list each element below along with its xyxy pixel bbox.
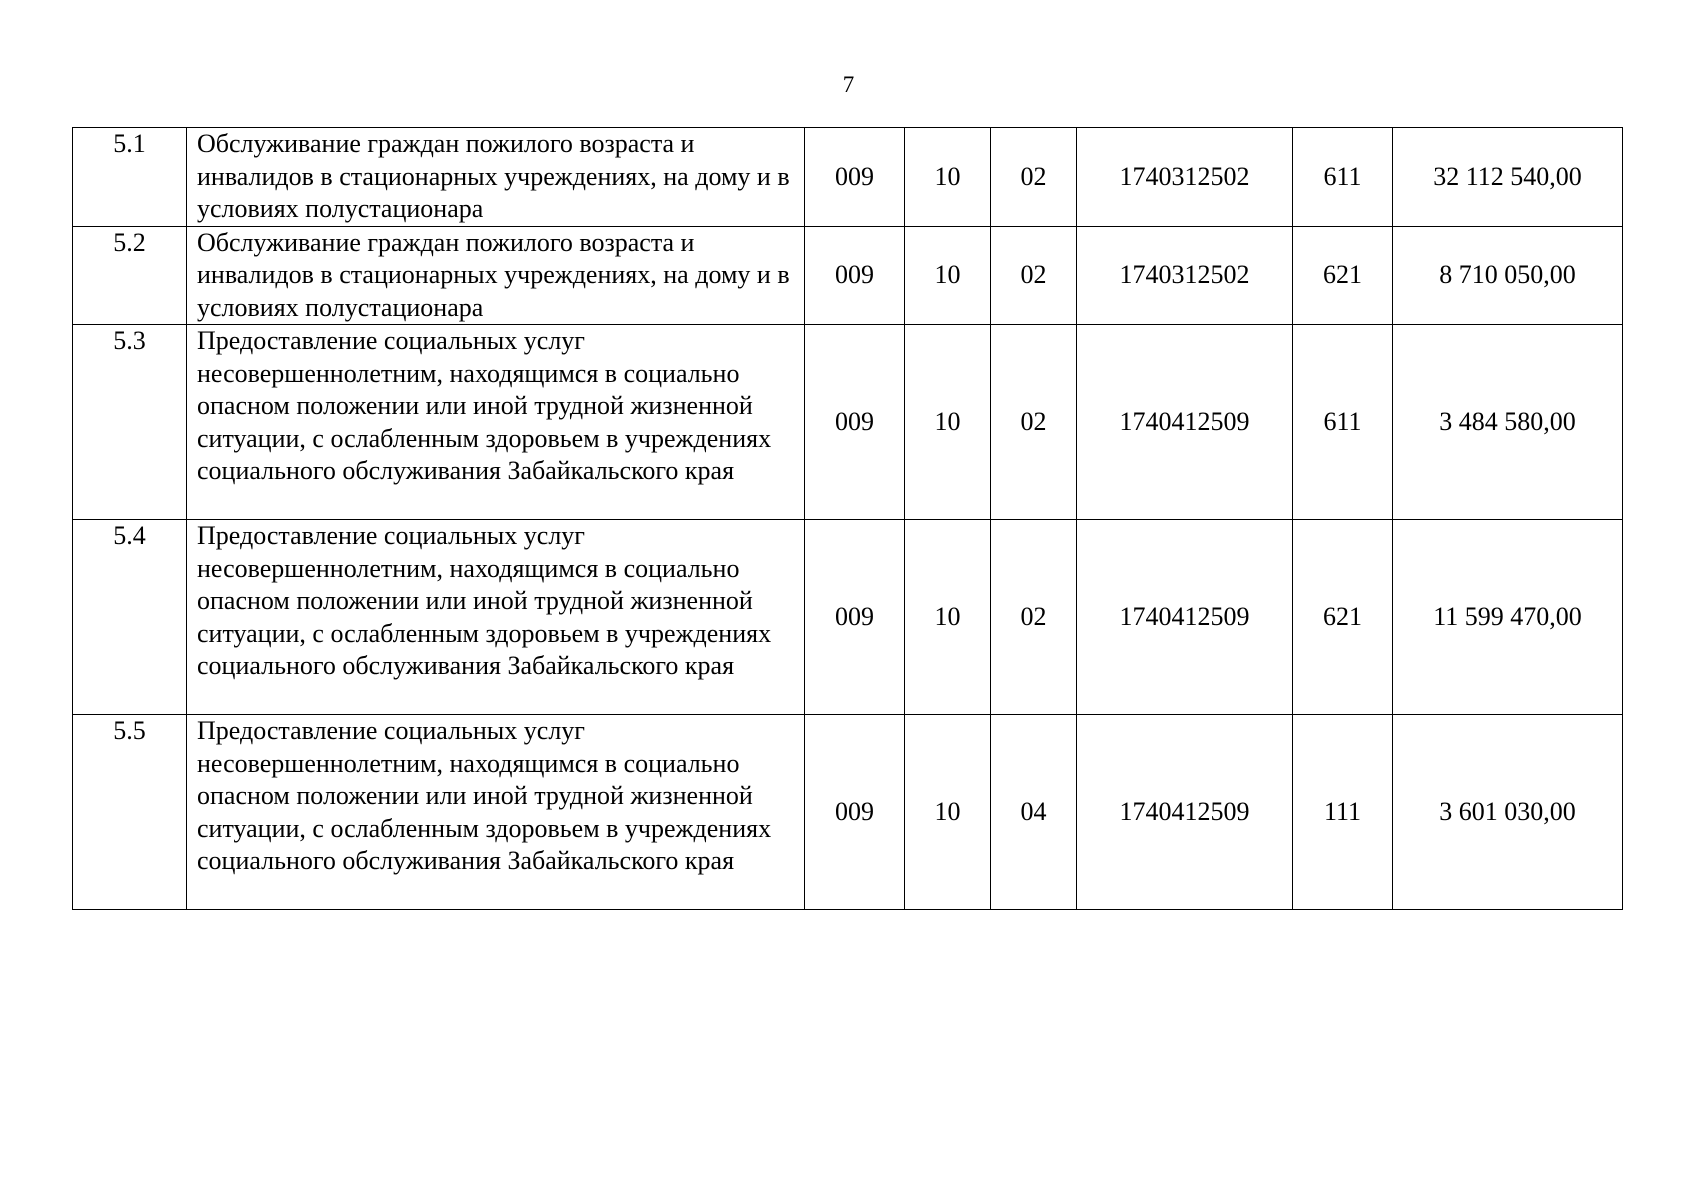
grbs-code: 009 [805, 715, 905, 910]
expense-type-code: 611 [1293, 128, 1393, 227]
section-code: 10 [905, 226, 991, 325]
target-article-code: 1740412509 [1077, 325, 1293, 520]
table-row [73, 226, 1623, 325]
section-code: 10 [905, 715, 991, 910]
row-number: 5.5 [73, 715, 187, 910]
table-row [73, 520, 1623, 715]
subsection-code: 02 [991, 520, 1077, 715]
target-article-code: 1740312502 [1077, 128, 1293, 227]
table-row [73, 325, 1623, 520]
row-name: Предоставление социальных услуг несовершеннолетним, находящимся в социально опасном положении или иной трудной жизненной ситуации, с ослабленным здоровьем в учреждениях социального обслуживания Забайкальского края [187, 715, 805, 910]
expense-type-code: 611 [1293, 325, 1393, 520]
amount: 8 710 050,00 [1393, 226, 1623, 325]
table-row [73, 715, 1623, 910]
row-number: 5.1 [73, 128, 187, 227]
amount: 32 112 540,00 [1393, 128, 1623, 227]
amount: 3 601 030,00 [1393, 715, 1623, 910]
subsection-code: 04 [991, 715, 1077, 910]
target-article-code: 1740412509 [1077, 715, 1293, 910]
row-name: Предоставление социальных услуг несовершеннолетним, находящимся в социально опасном положении или иной трудной жизненной ситуации, с ослабленным здоровьем в учреждениях социального обслуживания Забайкальского края [187, 325, 805, 520]
amount: 3 484 580,00 [1393, 325, 1623, 520]
grbs-code: 009 [805, 520, 905, 715]
page-number: 7 [842, 72, 855, 97]
row-name: Обслуживание граждан пожилого возраста и инвалидов в стационарных учреждениях, на дому и в условиях полустационара [187, 226, 805, 325]
grbs-code: 009 [805, 325, 905, 520]
target-article-code: 1740412509 [1077, 520, 1293, 715]
budget-table [72, 127, 1623, 910]
row-number: 5.2 [73, 226, 187, 325]
row-number: 5.4 [73, 520, 187, 715]
expense-type-code: 111 [1293, 715, 1393, 910]
section-code: 10 [905, 128, 991, 227]
grbs-code: 009 [805, 226, 905, 325]
row-name: Обслуживание граждан пожилого возраста и инвалидов в стационарных учреждениях, на дому и в условиях полустационара [187, 128, 805, 227]
expense-type-code: 621 [1293, 226, 1393, 325]
subsection-code: 02 [991, 226, 1077, 325]
table-row [73, 128, 1623, 227]
amount: 11 599 470,00 [1393, 520, 1623, 715]
section-code: 10 [905, 325, 991, 520]
expense-type-code: 621 [1293, 520, 1393, 715]
subsection-code: 02 [991, 325, 1077, 520]
section-code: 10 [905, 520, 991, 715]
row-name: Предоставление социальных услуг несовершеннолетним, находящимся в социально опасном положении или иной трудной жизненной ситуации, с ослабленным здоровьем в учреждениях социального обслуживания Забайкальского края [187, 520, 805, 715]
row-number: 5.3 [73, 325, 187, 520]
target-article-code: 1740312502 [1077, 226, 1293, 325]
subsection-code: 02 [991, 128, 1077, 227]
grbs-code: 009 [805, 128, 905, 227]
